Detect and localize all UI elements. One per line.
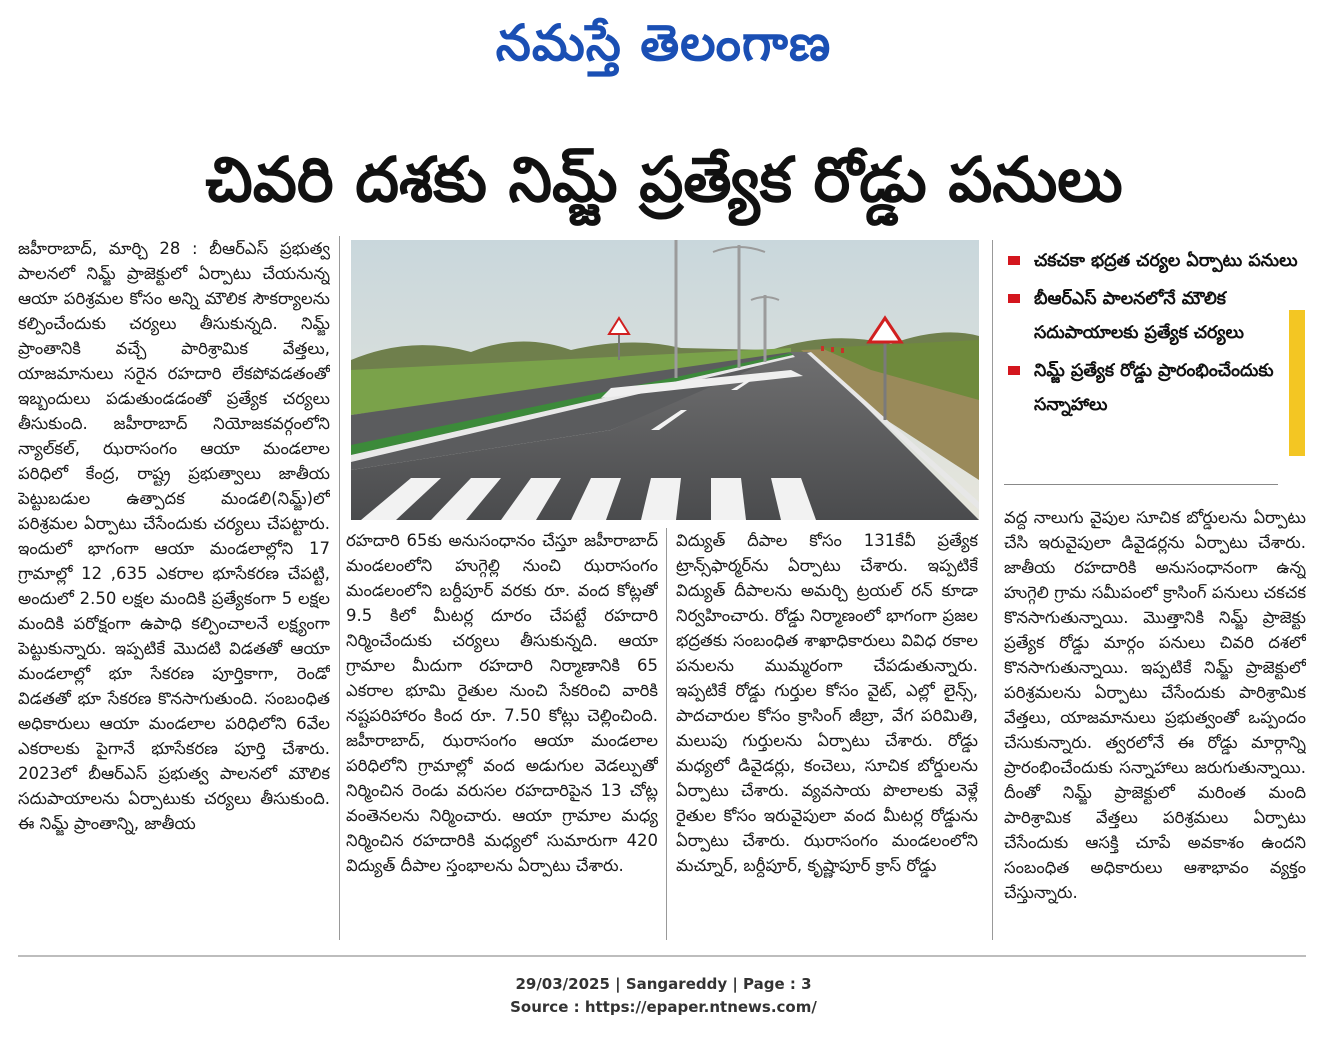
masthead-logo: నమస్తే తెలంగాణ <box>495 14 832 72</box>
road-photo <box>351 240 979 520</box>
highlight-item: చకచకా భద్రత చర్యల ఏర్పాటు పనులు <box>1004 244 1304 278</box>
footer-divider <box>18 955 1306 957</box>
footer-date-line: 29/03/2025 | Sangareddy | Page : 3 <box>515 975 812 993</box>
article-column-4 <box>1004 505 1306 940</box>
article-text: వద్ద నాలుగు వైపుల సూచిక బోర్డులను ఏర్పాటు చేసి ఇరువైపులా డివైడర్లను ఏర్పాటు చేశారు. జాతీయ రహదారికి అనుసంధానంగా ఉన్న హుగ్గెలి గ్రామ సమీపంలో క్రాసింగ్ పనులు చకచక కొనసాగుతున్నాయి. మొత్తానికి నిమ్జ్ ప్రాజెక్టు ప్రత్యేక రోడ్డు మార్గం పనులు చివరి దశలో కొనసాగుతున్నాయి. ఇప్పటికే నిమ్జ్ ప్రాజెక్టులో పరిశ్రమలను ఏర్పాటు చేసేందుకు పారిశ్రామిక వేత్తలు, యాజమానులు ప్రభుత్వంతో ఒప్పందం చేసుకున్నారు. త్వరలోనే ఈ రోడ్డు మార్గాన్ని ప్రారంభించేందుకు సన్నాహాలు జరుగుతున్నాయి. దీంతో నిమ్జ్ ప్రాజెక్టులో మరింత మంది పారిశ్రామిక వేత్తలు పరిశ్రమలు ఏర్పాటు చేసేందుకు ఆసక్తి చూపే అవకాశం ఉందని సంబంధిత అధికారులు ఆశాభావం వ్యక్తం చేస్తున్నారు. <box>1004 508 1306 902</box>
highlight-item: నిమ్జ్ ప్రత్యేక రోడ్డు ప్రారంభించేందుకు సన్నాహాలు <box>1004 354 1304 422</box>
footer-source-line: Source : https://epaper.ntnews.com/ <box>510 998 817 1016</box>
accent-bar <box>1289 310 1305 456</box>
bullet-icon <box>1008 294 1020 303</box>
bullet-icon <box>1008 366 1020 375</box>
highlight-item: బీఆర్ఎస్ పాలనలోనే మౌలిక సదుపాయాలకు ప్రత్యేక చర్యలు <box>1004 282 1304 350</box>
column-divider <box>339 236 340 940</box>
bullet-icon <box>1008 256 1020 265</box>
article-text: రహదారి 65కు అనుసంధానం చేస్తూ జహీరాబాద్ మండలంలోని హుగ్గెల్లి నుంచి ఝరాసంగం మండలంలోని బర్దీపూర్ వరకు రూ. వంద కోట్లతో 9.5 కిలో మీటర్ల దూరం చేపట్టే రహదారి నిర్మించేందుకు చర్యలు తీసుకున్నది. ఆయా గ్రామాల మీదుగా రహదారి నిర్మాణానికి 65 ఎకరాల భూమి రైతుల నుంచి సేకరించి వారికి నష్టపరిహారం కింద రూ. 7.50 కోట్లు చెల్లించింది. జహీరాబాద్, ఝరాసంగం ఆయా మండలాల పరిధిలోని గ్రామాల్లో వంద అడుగుల వెడల్పుతో నిర్మించిన రెండు వరుసల రహదారిపైన 13 చోట్ల వంతెనలను నిర్మించారు. ఆయా గ్రామాల మధ్య నిర్మించిన రహదారికి మధ్యలో సుమారుగా 420 విద్యుత్ దీపాల స్తంభాలను ఏర్పాటు చేశారు. <box>346 531 658 875</box>
headline: చివరి దశకు నిమ్జ్ ప్రత్యేక రోడ్డు పనులు <box>205 143 1123 216</box>
article-text: విద్యుత్ దీపాల కోసం 131కేవీ ప్రత్యేక ట్రాన్స్‌ఫార్మర్‌ను ఏర్పాటు చేశారు. ఇప్పటికే విద్యుత్ దీపాలను అమర్చి ట్రయల్ రన్ కూడా నిర్వహించారు. రోడ్డు నిర్మాణంలో భాగంగా ప్రజల భద్రతకు సంబంధిత శాఖాధికారులు వివిధ రకాల పనులను ముమ్మరంగా చేపడుతున్నారు. ఇప్పటికే రోడ్డు గుర్తుల కోసం వైట్, ఎల్లో లైన్స్, పాదచారుల కోసం క్రాసింగ్ జీబ్రా, వేగ పరిమితి, మలుపు గుర్తులను ఏర్పాటు చేశారు. రోడ్డు మధ్యలో డివైడర్లు, కంచెలు, సూచిక బోర్డులను ఏర్పాటు చేశారు. వ్యవసాయ పొలాలకు వెళ్లే రైతుల కోసం ఇరువైపులా వంద మీటర్ల రోడ్డును ఏర్పాటు చేశారు. ఝరాసంగం మండలంలోని మచ్నూర్, బర్దీపూర్, కృష్ణాపూర్ క్రాస్ రోడ్డు <box>676 531 978 875</box>
column-divider <box>992 240 993 940</box>
article-column-3 <box>676 528 978 940</box>
highlights-divider <box>1004 484 1278 485</box>
article-column-1 <box>18 236 330 940</box>
column-divider <box>666 528 667 940</box>
highlights-box <box>1004 244 1304 426</box>
article-column-2 <box>346 528 658 940</box>
article-text: జహీరాబాద్, మార్చి 28 : బీఆర్ఎస్ ప్రభుత్వ పాలనలో నిమ్జ్ ప్రాజెక్టులో ఏర్పాటు చేయనున్న ఆయా పరిశ్రమల కోసం అన్ని మౌలిక సౌకర్యాలను కల్పించేందుకు చర్యలు తీసుకున్నది. నిమ్జ్ ప్రాంతానికి వచ్చే పారిశ్రామిక వేత్తలు, యాజమానులు సరైన రహదారి లేకపోవడతంతో ఇబ్బందులు పడుతుండడంతో ప్రత్యేక చర్యలు తీసుకుంది. జహీరాబాద్ నియోజకవర్గంలోని న్యాల్‌కల్, ఝరాసంగం ఆయా మండలాల పరిధిలో కేంద్ర, రాష్ట్ర ప్రభుత్వాలు జాతీయ పెట్టుబడుల ఉత్పాదక మండలి(నిమ్జ్)లో పరిశ్రమల ఏర్పాటు చేసేందుకు చర్యలు చేపట్టారు. ఇందులో భాగంగా ఆయా మండలాల్లోని 17 గ్రామాల్లో 12 ,635 ఎకరాల భూసేకరణ చేపట్టి, అందులో 2.50 లక్షల మందికి ప్రత్యేకంగా 5 లక్షల మందికి పరోక్షంగా ఉపాధి కల్పించాలనే లక్ష్యంగా పెట్టుకున్నారు. ఇప్పటికే మొదటి విడతతో ఆయా మండలాల్లో భూ సేకరణ పూర్తికాగా, రెండో విడతతో భూ సేకరణ కొనసాగుతుంది. సంబంధిత అధికారులు ఆయా మండలాల పరిధిలోని 6వేల ఎకరాలకు పైగానే భూసేకరణ పూర్తి చేశారు. 2023లో బీఆర్ఎస్ ప్రభుత్వ పాలనలో మౌలిక సదుపాయాలను ఏర్పాటుకు చర్యలు తీసుకుంది. ఈ నిమ్జ్ ప్రాంతాన్ని, జాతీయ <box>18 239 330 833</box>
